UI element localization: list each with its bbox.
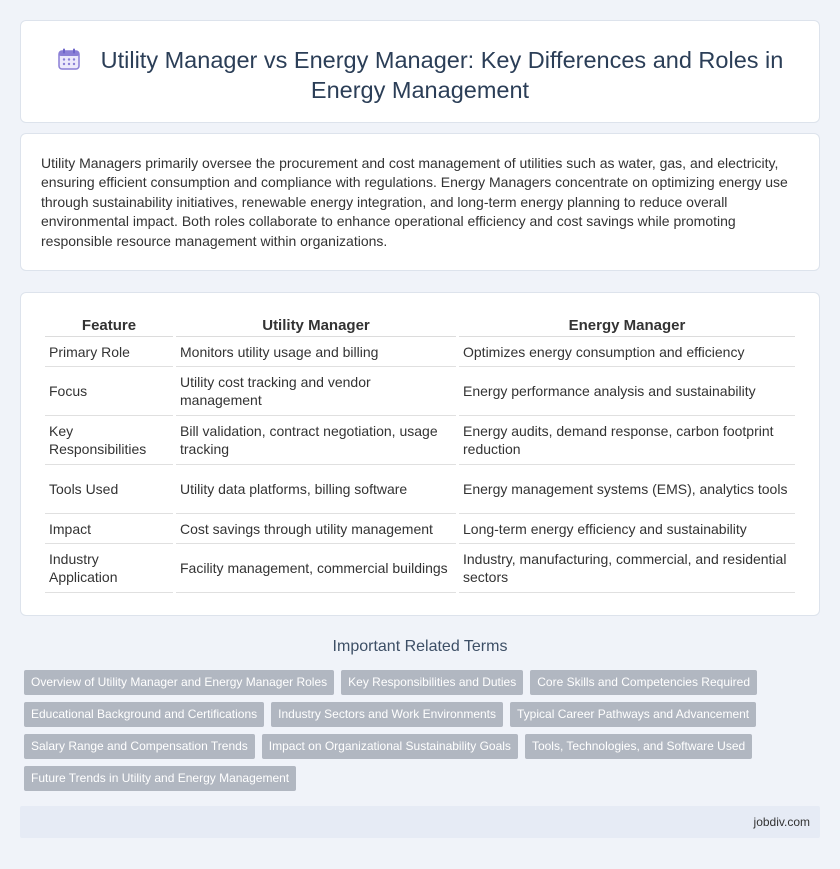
feature-cell: Industry Application: [45, 544, 173, 593]
header-energy-manager: Energy Manager: [459, 315, 795, 337]
tag-row: [24, 766, 814, 791]
feature-cell: Tools Used: [45, 465, 173, 514]
utility-cell: Utility data platforms, billing software: [176, 465, 456, 514]
tag-link[interactable]: Future Trends in Utility and Energy Management: [24, 766, 296, 791]
comparison-card: [20, 292, 820, 616]
tag-link[interactable]: Key Responsibilities and Duties: [341, 670, 523, 695]
tag-link[interactable]: Overview of Utility Manager and Energy Manager Roles: [24, 670, 334, 695]
table-row: [45, 416, 795, 465]
header-card: [20, 20, 820, 123]
summary-text: Utility Managers primarily oversee the procurement and cost management of utilities such as water, gas, and electricity, ensuring efficient consumption and compliance with regulations. Energy Managers concentrate on optimizing energy use through sustainability initiatives, renewable energy integration, and long-term energy planning to reduce overall environmental impact. Both roles collaborate to enhance operational efficiency and cost savings while promoting responsible resource management within organizations.: [41, 155, 788, 249]
energy-cell: Industry, manufacturing, commercial, and residential sectors: [459, 544, 795, 593]
energy-cell: Long-term energy efficiency and sustainability: [459, 514, 795, 544]
tag-link[interactable]: Educational Background and Certifications: [24, 702, 264, 727]
tag-row: [24, 734, 814, 759]
energy-cell: Energy audits, demand response, carbon footprint reduction: [459, 416, 795, 465]
table-row: [45, 337, 795, 367]
table-header-row: [45, 315, 795, 337]
tag-link[interactable]: Industry Sectors and Work Environments: [271, 702, 503, 727]
utility-cell: Utility cost tracking and vendor management: [176, 367, 456, 416]
feature-cell: Impact: [45, 514, 173, 544]
comparison-table: [42, 315, 798, 593]
tag-link[interactable]: Tools, Technologies, and Software Used: [525, 734, 752, 759]
feature-cell: Key Responsibilities: [45, 416, 173, 465]
energy-cell: Energy management systems (EMS), analytics tools: [459, 465, 795, 514]
tag-link[interactable]: Typical Career Pathways and Advancement: [510, 702, 756, 727]
utility-cell: Cost savings through utility management: [176, 514, 456, 544]
summary-card: [20, 133, 820, 271]
page-title-text: Utility Manager vs Energy Manager: Key Differences and Roles in Energy Management: [100, 47, 784, 103]
table-row: [45, 514, 795, 544]
table-row: [45, 544, 795, 593]
energy-cell: Energy performance analysis and sustainability: [459, 367, 795, 416]
utility-cell: Facility management, commercial buildings: [176, 544, 456, 593]
tag-link[interactable]: Core Skills and Competencies Required: [530, 670, 757, 695]
feature-cell: Focus: [45, 367, 173, 416]
footer-site: jobdiv.com: [753, 815, 810, 829]
footer: [20, 806, 820, 838]
tag-link[interactable]: Salary Range and Compensation Trends: [24, 734, 255, 759]
table-row: [45, 465, 795, 514]
page-title: [21, 45, 819, 105]
related-terms-tags: [24, 670, 814, 798]
header-feature: Feature: [45, 315, 173, 337]
utility-cell: Bill validation, contract negotiation, usage tracking: [176, 416, 456, 465]
tag-row: [24, 670, 814, 695]
tag-row: [24, 702, 814, 727]
utility-cell: Monitors utility usage and billing: [176, 337, 456, 367]
energy-cell: Optimizes energy consumption and efficiency: [459, 337, 795, 367]
calendar-icon: [57, 47, 81, 71]
header-utility-manager: Utility Manager: [176, 315, 456, 337]
feature-cell: Primary Role: [45, 337, 173, 367]
table-row: [45, 367, 795, 416]
tag-link[interactable]: Impact on Organizational Sustainability Goals: [262, 734, 518, 759]
related-terms-title: Important Related Terms: [332, 638, 508, 655]
